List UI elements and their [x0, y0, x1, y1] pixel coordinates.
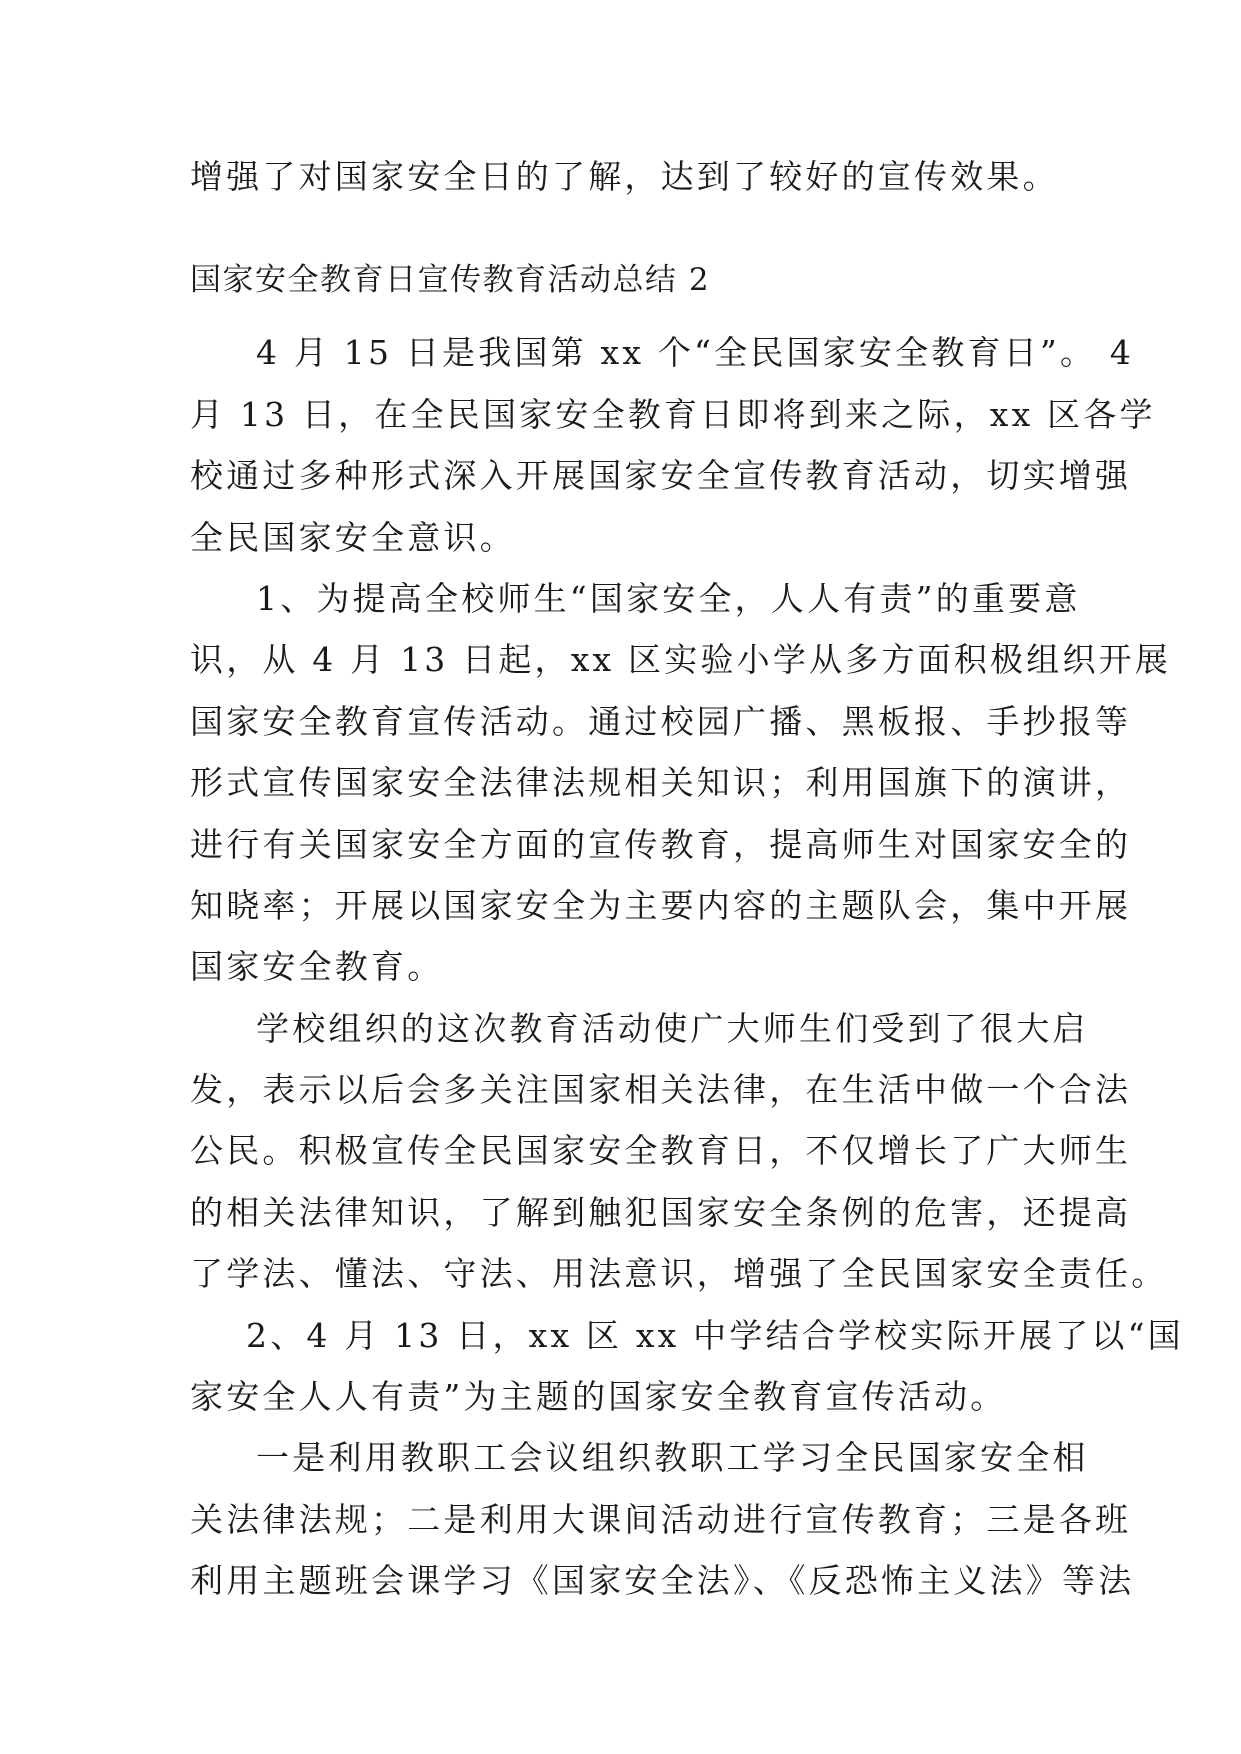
section-title: 国家安全教育日宣传教育活动总结 2	[190, 262, 711, 299]
paragraph-line: 关法律法规；二是利用大课间活动进行宣传教育；三是各班	[190, 1499, 1132, 1539]
paragraph-line: 国家安全教育宣传活动。通过校园广播、黑板报、手抄报等	[190, 701, 1132, 741]
paragraph-gap	[190, 207, 1050, 250]
paragraph-line: 2、4 月 13 日，xx 区 xx 中学结合学校实际开展了以“国	[246, 1315, 1184, 1355]
paragraph-line: 的相关法律知识，了解到触犯国家安全条例的危害，还提高	[190, 1192, 1132, 1232]
paragraph-line: 家安全人人有责”为主题的国家安全教育宣传活动。	[190, 1377, 1007, 1417]
paragraph-2	[190, 568, 1172, 998]
intro-line: 增强了对国家安全日的了解，达到了较好的宣传效果。	[190, 157, 1059, 196]
paragraph-line: 利用主题班会课学习《国家安全法》、《反恐怖主义法》等法	[190, 1561, 1135, 1601]
paragraph-line: 1、为提高全校师生“国家安全，人人有责”的重要意	[256, 578, 1081, 618]
paragraph-line: 校通过多种形式深入开展国家安全宣传教育活动，切实增强	[190, 456, 1132, 496]
paragraph-1	[190, 322, 1156, 568]
paragraph-line: 发，表示以后会多关注国家相关法律，在生活中做一个合法	[190, 1070, 1132, 1110]
paragraph-line: 了学法、懂法、守法、用法意识，增强了全民国家安全责任。	[190, 1254, 1168, 1294]
paragraph-3	[190, 998, 1168, 1305]
paragraph-4	[190, 1305, 1184, 1428]
paragraph-line: 一是利用教职工会议组织教职工学习全民国家安全相	[256, 1438, 1089, 1478]
paragraph-line: 进行有关国家安全方面的宣传教育，提高师生对国家安全的	[190, 824, 1132, 864]
paragraph-5	[190, 1427, 1135, 1611]
paragraph-line: 公民。积极宣传全民国家安全教育日，不仅增长了广大师生	[190, 1131, 1132, 1171]
paragraph-line: 形式宣传国家安全法律法规相关知识；利用国旗下的演讲，	[190, 763, 1132, 803]
paragraph-line: 全民国家安全意识。	[190, 517, 516, 557]
paragraph-line: 学校组织的这次教育活动使广大师生们受到了很大启	[256, 1008, 1089, 1048]
paragraph-line: 月 13 日，在全民国家安全教育日即将到来之际，xx 区各学	[190, 394, 1156, 434]
paragraph-line: 4 月 15 日是我国第 xx 个“全民国家安全教育日”。 4	[256, 333, 1135, 373]
document-body	[190, 146, 1184, 1612]
paragraph-line: 识，从 4 月 13 日起，xx 区实验小学从多方面积极组织开展	[190, 640, 1172, 680]
paragraph-line: 知晓率；开展以国家安全为主要内容的主题队会，集中开展	[190, 885, 1132, 925]
paragraph-line: 国家安全教育。	[190, 947, 444, 987]
